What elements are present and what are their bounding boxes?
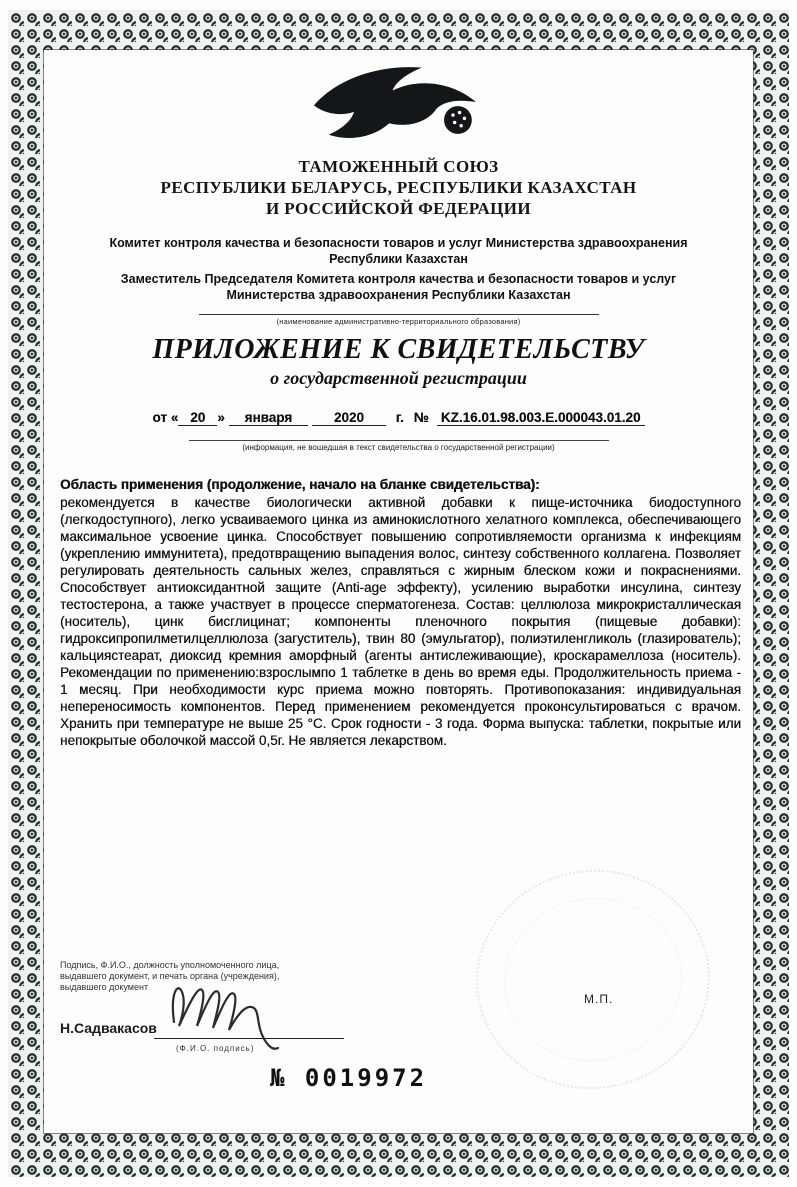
document-title — [46, 334, 751, 390]
info-caption: (информация, не вошедшая в текст свидетельства о государственной регистрации) — [242, 443, 555, 452]
reg-month: января — [229, 410, 309, 426]
signer-name: Н.Садвакасов — [60, 1020, 157, 1036]
registration-line — [46, 410, 751, 425]
reg-year-suffix: г. — [395, 410, 404, 425]
union-line1: ТАМОЖЕННЫЙ СОЮЗ — [298, 157, 499, 176]
footer-note-line3: выдавшего документ — [60, 982, 149, 992]
reg-number: KZ.16.01.98.003.Е.000043.01.20 — [437, 410, 645, 426]
application-scope-text: рекомендуется в качестве биологически активной добавки к пище-источника биодоступного (легкодоступного), легко усваиваемого цинка из аминокислотного хелатного комплекса, обеспечивающего максимальное усвоение цинка. Способствует повышению сопротивляемости организма к инфекциям (укреплению иммунитета), предотвращению выпадения волос, синтезу собственного коллагена. Позволяет регулировать деятельность сальных желез, справляться с жирным блеском кожи и покраснениями. Способствует антиоксидантной защите (Anti-age эффекту), усилению выработки инсулина, синтезу тестостерона, а также участвует в процессе сперматогенеза. Состав: целлюлоза микрокристаллическая (носитель), цинк бисглицинат; компоненты пленочного покрытия (пищевые добавки): гидроксипропилметилцеллюлоза (загуститель), твин 80 (эмульгатор), полиэтиленгликоль (глазирователь); кальциястеарат, диоксид кремния аморфный (агенты антислеживающие), кроскарамеллоза (носитель). Рекомендации по применению:взрослымпо 1 таблетке в день во время еды. Продолжительность приема - 1 месяц. При необходимости курс приема можно повторять. Противопоказания: индивидуальная непереносимость компонентов. Перед применением рекомендуется проконсультироваться с врачом. Хранить при температуре не выше 25 °С. Срок годности - 3 года. Форма выпуска: таблетки, покрытые или непокрытые оболочкой массой 0,5г. Не является лекарством. — [60, 495, 741, 748]
reg-day: 20 — [178, 410, 217, 426]
territory-blank-line — [199, 314, 599, 315]
stamp-inner-ring — [494, 886, 693, 1072]
info-caption-line — [189, 440, 609, 441]
info-caption-block — [46, 440, 751, 452]
issuing-authority — [46, 236, 751, 308]
title-subtitle: о государственной регистрации — [270, 368, 527, 388]
application-scope-section — [60, 476, 741, 749]
stamp-place-label: М.П. — [584, 992, 614, 1006]
reg-year: 2020 — [312, 410, 386, 426]
signature-caption: (Ф.И.О. подпись) — [176, 1044, 255, 1053]
territory-field — [46, 314, 751, 326]
footer-note-line1: Подпись, Ф.И.О., должность уполномоченного лица, — [60, 960, 280, 970]
document-serial-number: № 0019972 — [270, 1064, 428, 1092]
union-line2: РЕСПУБЛИКИ БЕЛАРУСЬ, РЕСПУБЛИКИ КАЗАХСТАН — [160, 178, 637, 197]
authority-committee: Комитет контроля качества и безопасности товаров и услуг Министерства здравоохранения Республики Казахстан — [109, 236, 688, 266]
footer-note-line2: выдавшего документ, и печать органа (учреждения), — [60, 971, 280, 981]
signature-line — [154, 1038, 344, 1039]
customs-union-header — [46, 156, 751, 219]
reg-prefix: от « — [152, 410, 179, 425]
territory-caption: (наименование административно-территориального образования) — [276, 317, 521, 326]
reg-quote-close: » — [217, 410, 225, 425]
title-main: ПРИЛОЖЕНИЕ К СВИДЕТЕЛЬСТВУ — [152, 334, 645, 365]
certificate-body — [46, 52, 751, 1131]
swallow-logo-icon — [309, 60, 489, 149]
application-scope-heading: Область применения (продолжение, начало на бланке свидетельства): — [60, 477, 540, 492]
authority-official: Заместитель Председателя Комитета контроля качества и безопасности товаров и услуг Министерства здравоохранения Республики Казахстан — [120, 272, 677, 302]
faint-round-stamp — [462, 855, 724, 1104]
reg-number-label: № — [413, 410, 429, 425]
union-line3: И РОССИЙСКОЙ ФЕДЕРАЦИИ — [266, 199, 531, 218]
